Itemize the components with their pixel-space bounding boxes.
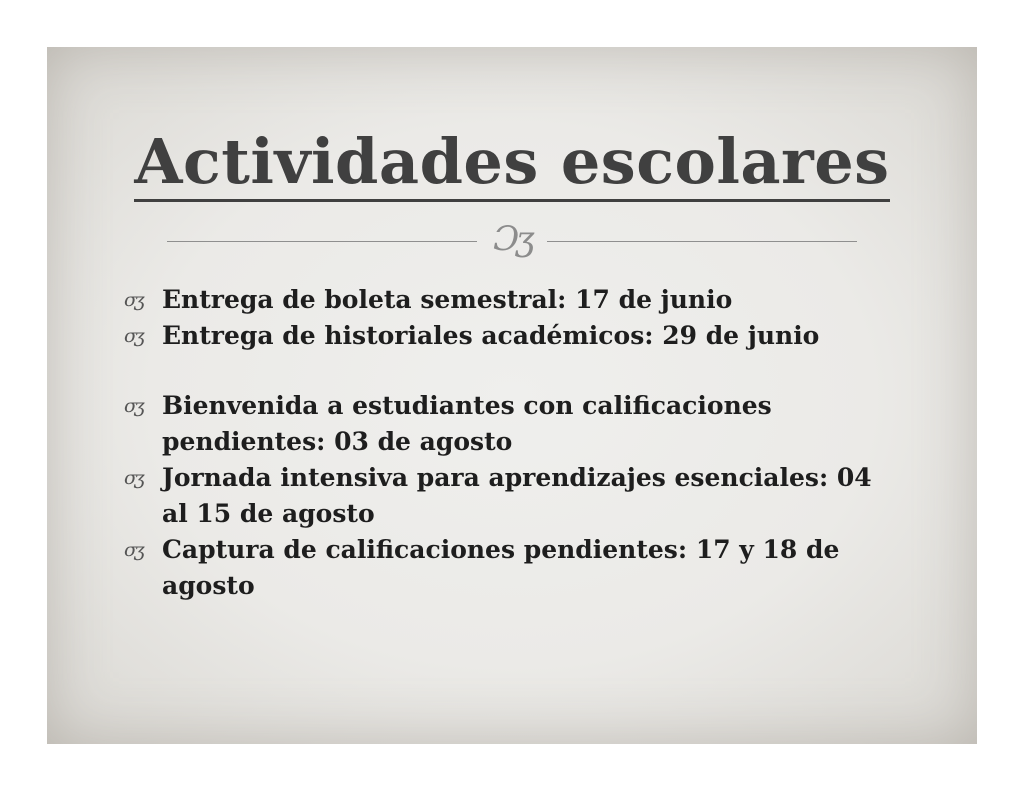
bullet-ornament-icon: σʒ — [124, 539, 142, 561]
list-item-text: Captura de calificaciones pendientes: 17 y 18 de agosto — [162, 535, 840, 600]
list-item — [124, 318, 904, 354]
list-item-text: Bienvenida a estudiantes con calificaciones pendientes: 03 de agosto — [162, 391, 772, 456]
slide-title-text: Actividades escolares — [134, 125, 889, 202]
bullet-ornament-icon: σʒ — [124, 325, 142, 347]
list-item — [124, 388, 904, 460]
bullet-list — [124, 282, 904, 604]
list-item-text: Entrega de historiales académicos: 29 de junio — [162, 321, 820, 350]
list-item — [124, 282, 904, 318]
slide — [47, 47, 977, 744]
list-item — [124, 532, 904, 604]
list-item — [124, 460, 904, 532]
bullet-ornament-icon: σʒ — [124, 467, 142, 489]
list-item-text: Jornada intensiva para aprendizajes esenciales: 04 al 15 de agosto — [162, 463, 872, 528]
slide-title — [47, 125, 977, 199]
bullet-ornament-icon: σʒ — [124, 289, 142, 311]
ornament-icon: Ɔʒ — [493, 219, 531, 259]
bullet-ornament-icon: σʒ — [124, 395, 142, 417]
list-item-text: Entrega de boleta semestral: 17 de junio — [162, 285, 733, 314]
title-divider — [167, 219, 857, 259]
divider-line-right — [547, 241, 857, 242]
divider-line-left — [167, 241, 477, 242]
